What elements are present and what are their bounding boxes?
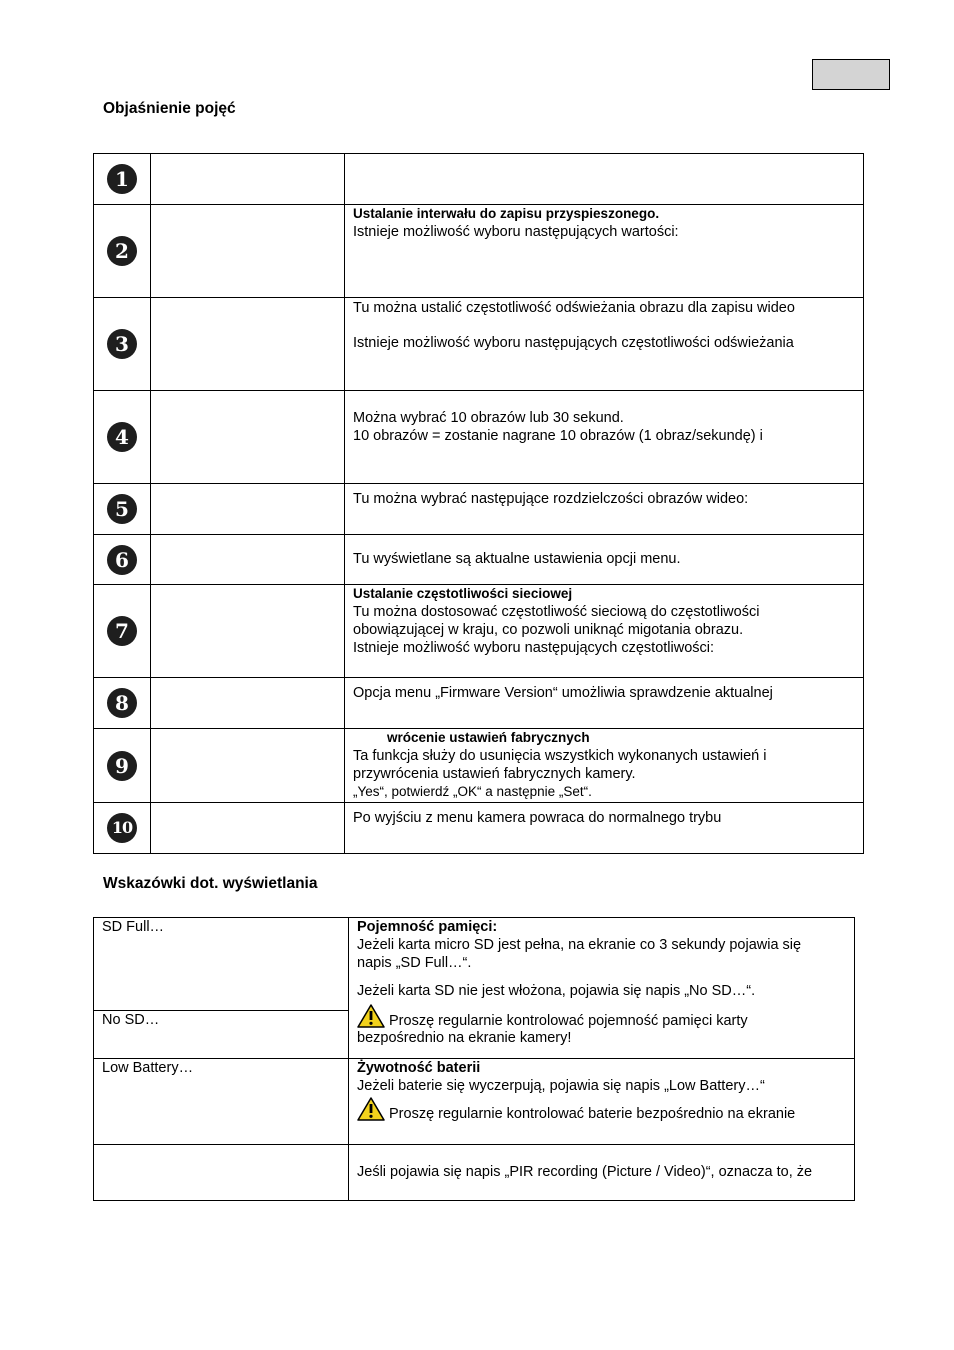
page-tab-marker (812, 59, 890, 90)
number-2-icon: 2 (107, 236, 137, 266)
hint-text: Jeżeli karta SD nie jest włożona, pojawia się napis „No SD…“. (357, 983, 756, 999)
terms-table (93, 153, 864, 854)
hint-text: Jeżeli baterie się wyczerpują, pojawia się napis „Low Battery…“ (357, 1078, 765, 1094)
hint-heading: Pojemność pamięci: (357, 919, 498, 935)
hint-text: napis „SD Full…“. (357, 955, 472, 971)
hints-table (93, 917, 855, 1201)
term-description (345, 205, 864, 298)
number-10-icon: 10 (107, 813, 137, 843)
section-title-hints: Wskazówki dot. wyświetlania (103, 875, 318, 892)
term-name (151, 298, 345, 391)
term-description (345, 298, 864, 391)
term-text: 10 obrazów = zostanie nagrane 10 obrazów (1 obraz/sekundę) i (353, 428, 763, 444)
hint-row-pir (94, 1145, 855, 1201)
term-description (345, 585, 864, 678)
term-description (345, 535, 864, 585)
number-7-icon: 7 (107, 616, 137, 646)
number-5-icon: 5 (107, 494, 137, 524)
hint-row-sd-full (94, 918, 855, 1011)
number-9-icon: 9 (107, 751, 137, 781)
hint-label: SD Full… (94, 918, 349, 1011)
hint-warning-text: Proszę regularnie kontrolować baterie bezpośrednio na ekranie (389, 1106, 796, 1122)
term-text: Opcja menu „Firmware Version“ umożliwia sprawdzenie aktualnej (353, 685, 773, 701)
warning-icon (357, 1097, 385, 1126)
term-description (345, 678, 864, 729)
term-description (345, 729, 864, 803)
term-row-2 (94, 205, 864, 298)
term-text: Tu wyświetlane są aktualne ustawienia opcji menu. (353, 551, 681, 567)
term-row-7 (94, 585, 864, 678)
term-name (151, 535, 345, 585)
term-text: Tu można ustalić częstotliwość odświeżania obrazu dla zapisu wideo (353, 300, 795, 316)
term-name (151, 729, 345, 803)
term-text: Istnieje możliwość wyboru następujących wartości: (353, 224, 679, 240)
term-heading: wrócenie ustawień fabrycznych (387, 730, 590, 745)
term-description (345, 803, 864, 854)
term-description (345, 391, 864, 484)
term-row-8 (94, 678, 864, 729)
term-name (151, 484, 345, 535)
term-row-4 (94, 391, 864, 484)
hint-pir (349, 1145, 855, 1201)
term-row-9 (94, 729, 864, 803)
term-description (345, 484, 864, 535)
number-6-icon: 6 (107, 545, 137, 575)
term-heading: Ustalanie częstotliwości sieciowej (353, 586, 573, 601)
term-name (151, 585, 345, 678)
term-name (151, 803, 345, 854)
hint-text: Jeśli pojawia się napis „PIR recording (Picture / Video)“, oznacza to, że (357, 1164, 813, 1180)
term-text: „Yes“, potwierdź „OK“ a następnie „Set“. (353, 784, 592, 799)
term-text: Po wyjściu z menu kamera powraca do normalnego trybu (353, 810, 722, 826)
term-text: Istnieje możliwość wyboru następujących częstotliwości: (353, 640, 715, 656)
term-heading: Ustalanie interwału do zapisu przyspieszonego. (353, 206, 660, 221)
hint-warning-text: bezpośrednio na ekranie kamery! (357, 1030, 572, 1046)
section-title-terms: Objaśnienie pojęć (103, 100, 236, 117)
term-row-1 (94, 154, 864, 205)
hint-memory (349, 918, 855, 1059)
term-text: Istnieje możliwość wyboru następujących częstotliwości odświeżania (353, 335, 794, 351)
term-text: obowiązującej w kraju, co pozwoli uniknąć migotania obrazu. (353, 622, 744, 638)
term-name (151, 678, 345, 729)
hint-label: No SD… (94, 1011, 349, 1059)
term-text: Tu można dostosować częstotliwość sieciową do częstotliwości (353, 604, 760, 620)
term-name (151, 205, 345, 298)
hint-text: Jeżeli karta micro SD jest pełna, na ekranie co 3 sekundy pojawia się (357, 937, 802, 953)
term-text: przywrócenia ustawień fabrycznych kamery. (353, 766, 636, 782)
hint-warning-text: Proszę regularnie kontrolować pojemność pamięci karty (389, 1013, 748, 1029)
term-row-6 (94, 535, 864, 585)
term-row-3 (94, 298, 864, 391)
term-row-10 (94, 803, 864, 854)
number-4-icon: 4 (107, 422, 137, 452)
hint-label (94, 1145, 349, 1201)
term-text: Tu można wybrać następujące rozdzielczości obrazów wideo: (353, 491, 749, 507)
term-row-5 (94, 484, 864, 535)
term-name (151, 391, 345, 484)
hint-label: Low Battery… (94, 1059, 349, 1145)
term-name (151, 154, 345, 205)
number-1-icon: 1 (107, 164, 137, 194)
number-3-icon: 3 (107, 329, 137, 359)
hint-row-battery (94, 1059, 855, 1145)
hint-heading: Żywotność baterii (357, 1060, 481, 1076)
number-8-icon: 8 (107, 688, 137, 718)
term-text: Ta funkcja służy do usunięcia wszystkich wykonanych ustawień i (353, 748, 767, 764)
hint-battery (349, 1059, 855, 1145)
term-description (345, 154, 864, 205)
term-text: Można wybrać 10 obrazów lub 30 sekund. (353, 410, 624, 426)
